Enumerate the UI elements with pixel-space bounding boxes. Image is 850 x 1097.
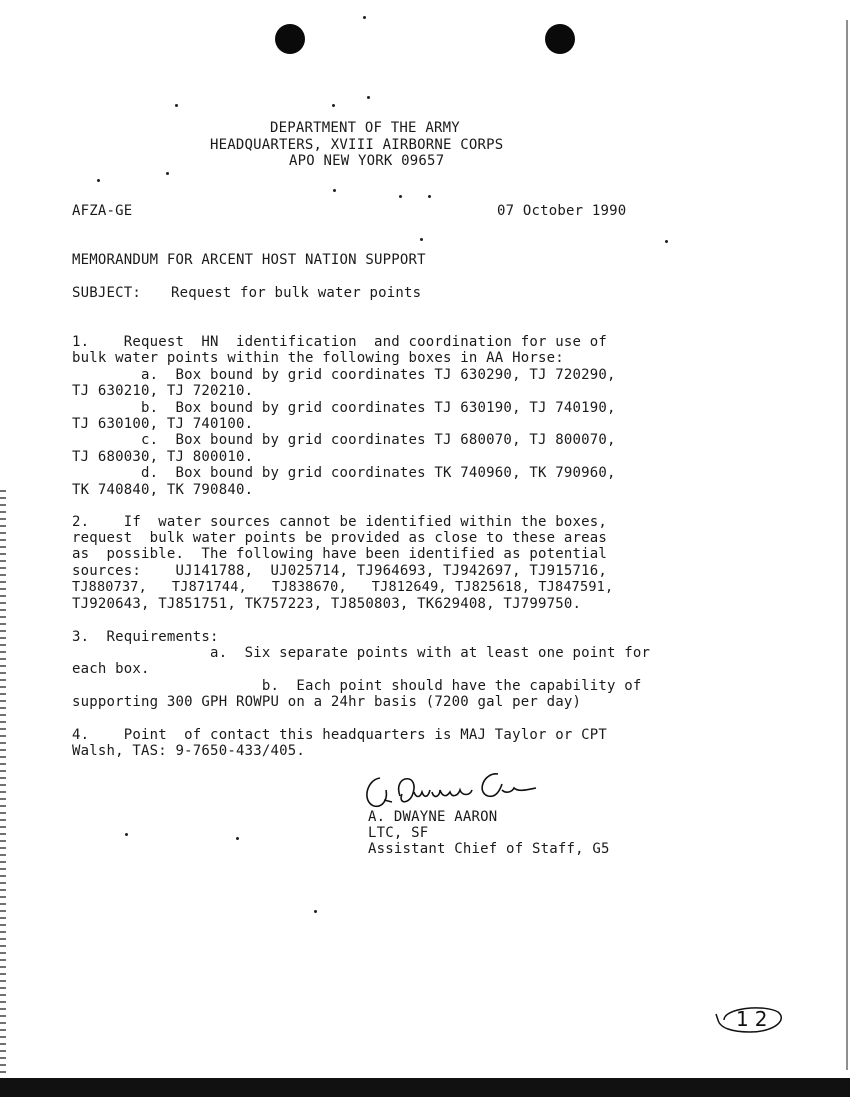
- scan-speck: [125, 833, 128, 836]
- signer-title: Assistant Chief of Staff, G5: [368, 841, 610, 857]
- paragraph-line: TJ 630100, TJ 740100.: [72, 416, 254, 432]
- letterhead-address: APO NEW YORK 09657: [289, 153, 445, 169]
- paragraph-line: sources: UJ141788, UJ025714, TJ964693, TJ942697, TJ915716,: [72, 563, 607, 579]
- paragraph-heading: 3. Requirements:: [72, 629, 219, 645]
- subject-text: Request for bulk water points: [171, 285, 422, 301]
- paragraph-line: as possible. The following have been identified as potential: [72, 546, 607, 562]
- signer-name: A. DWAYNE AARON: [368, 809, 498, 825]
- paragraph-line: Walsh, TAS: 9-7650-433/405.: [72, 743, 305, 759]
- scan-speck: [428, 195, 431, 198]
- signer-rank: LTC, SF: [368, 825, 429, 841]
- letterhead-department: DEPARTMENT OF THE ARMY: [270, 120, 460, 136]
- scan-edge-right: [846, 20, 848, 1070]
- paragraph-line: c. Box bound by grid coordinates TJ 680070, TJ 800070,: [72, 432, 616, 448]
- scan-speck: [367, 96, 370, 99]
- paragraph-line: TJ 630210, TJ 720210.: [72, 383, 254, 399]
- paragraph-line: TJ880737, TJ871744, TJ838670, TJ812649, TJ825618, TJ847591,: [72, 579, 614, 595]
- page-number-mark: [716, 1004, 784, 1034]
- scan-edge-left: [0, 490, 6, 1080]
- punch-hole-right: [545, 24, 575, 54]
- scan-speck: [399, 195, 402, 198]
- memo-date: 07 October 1990: [497, 203, 627, 219]
- paragraph-line: a. Six separate points with at least one point for: [72, 645, 651, 661]
- paragraph-line: TJ920643, TJ851751, TK757223, TJ850803, TK629408, TJ799750.: [72, 596, 582, 612]
- paragraph-line: d. Box bound by grid coordinates TK 740960, TK 790960,: [72, 465, 616, 481]
- paragraph-line: supporting 300 GPH ROWPU on a 24hr basis (7200 gal per day): [72, 694, 582, 710]
- paragraph-line: 1. Request HN identification and coordination for use of: [72, 334, 607, 350]
- paragraph-line: request bulk water points be provided as close to these areas: [72, 530, 607, 546]
- scan-speck: [97, 179, 100, 182]
- scan-edge-bottom: [0, 1078, 850, 1097]
- scan-speck: [420, 238, 423, 241]
- scan-speck: [236, 837, 239, 840]
- scan-speck: [665, 240, 668, 243]
- scan-speck: [166, 172, 169, 175]
- paragraph-line: TJ 680030, TJ 800010.: [72, 449, 254, 465]
- paragraph-line: b. Box bound by grid coordinates TJ 630190, TJ 740190,: [72, 400, 616, 416]
- punch-hole-left: [275, 24, 305, 54]
- scan-speck: [332, 104, 335, 107]
- scan-speck: [175, 104, 178, 107]
- scan-speck: [314, 910, 317, 913]
- letterhead-headquarters: HEADQUARTERS, XVIII AIRBORNE CORPS: [210, 137, 504, 153]
- paragraph-line: each box.: [72, 661, 150, 677]
- scan-speck: [363, 16, 366, 19]
- paragraph-line: b. Each point should have the capability of: [72, 678, 642, 694]
- paragraph-line: TK 740840, TK 790840.: [72, 482, 254, 498]
- scan-speck: [333, 189, 336, 192]
- paragraph-line: bulk water points within the following boxes in AA Horse:: [72, 350, 564, 366]
- paragraph-line: a. Box bound by grid coordinates TJ 630290, TJ 720290,: [72, 367, 616, 383]
- paragraph-line: 2. If water sources cannot be identified within the boxes,: [72, 514, 607, 530]
- paragraph-line: 4. Point of contact this headquarters is MAJ Taylor or CPT: [72, 727, 607, 743]
- memorandum-for: MEMORANDUM FOR ARCENT HOST NATION SUPPORT: [72, 252, 426, 268]
- subject-label: SUBJECT:: [72, 285, 142, 301]
- page-number: 12: [736, 1007, 774, 1031]
- office-symbol: AFZA-GE: [72, 203, 133, 219]
